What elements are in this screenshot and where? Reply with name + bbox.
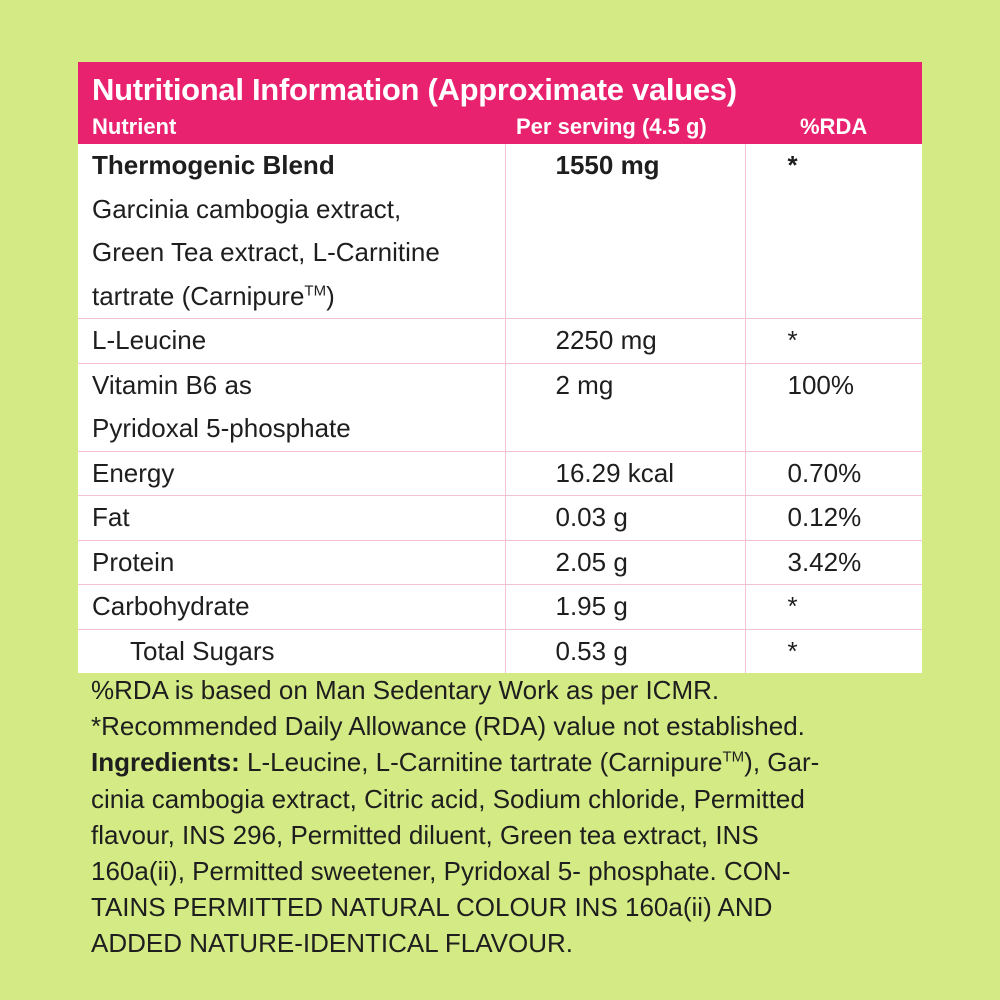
ingredients-label: Ingredients: <box>91 747 240 778</box>
nutrient-name: L-Leucine <box>78 319 505 364</box>
nutrient-name: Thermogenic Blend <box>92 150 335 180</box>
serving-value: 16.29 kcal <box>505 451 745 496</box>
nutrient-name: Vitamin B6 as <box>92 369 252 400</box>
table-row <box>78 363 922 451</box>
rda-value: 3.42% <box>745 540 922 585</box>
serving-value: 1.95 g <box>505 585 745 630</box>
table-row <box>78 629 922 673</box>
serving-value: 2.05 g <box>505 540 745 585</box>
trademark-mark: TM <box>722 748 745 766</box>
rda-basis-note: %RDA is based on Man Sedentary Work as per ICMR. <box>91 675 720 705</box>
nutrition-panel <box>78 62 922 673</box>
table-row <box>78 319 922 364</box>
serving-value: 2 mg <box>505 363 745 451</box>
column-header-rda: %RDA <box>800 114 868 139</box>
nutrient-cell <box>78 144 505 319</box>
nutrient-name: Protein <box>78 540 505 585</box>
nutrient-name: Total Sugars <box>130 635 275 666</box>
ingredients-text: flavour, INS 296, Permitted diluent, Green tea extract, INS <box>91 819 759 850</box>
rda-value: * <box>745 585 922 630</box>
table-row <box>78 585 922 630</box>
column-header-per-serving: Per serving (4.5 g) <box>516 114 707 139</box>
table-row <box>78 451 922 496</box>
rda-value: 100% <box>745 363 922 451</box>
rda-value: 0.70% <box>745 451 922 496</box>
ingredients-text: ), Gar- <box>744 747 820 778</box>
serving-value: 2250 mg <box>505 319 745 364</box>
ingredients-text: ADDED NATURE-IDENTICAL FLAVOUR. <box>91 928 574 959</box>
nutrient-detail: Green Tea extract, L-Carnitine <box>92 237 440 267</box>
nutrient-detail-line <box>92 275 505 319</box>
nutrition-title: Nutritional Information (Approximate values) <box>92 72 737 107</box>
table-row <box>78 540 922 585</box>
nutrient-cell <box>78 629 505 673</box>
ingredients-text: cinia cambogia extract, Citric acid, Sodium chloride, Permitted <box>91 783 805 814</box>
rda-footnote: *Recommended Daily Allowance (RDA) value not established. <box>91 711 805 742</box>
nutrient-name: Carbohydrate <box>78 585 505 630</box>
ingredients-text: L-Leucine, L-Carnitine tartrate (Carnipure <box>239 747 723 778</box>
table-row <box>78 496 922 541</box>
nutrient-name: Fat <box>78 496 505 541</box>
rda-value: * <box>745 144 922 319</box>
table-row <box>78 144 922 319</box>
nutrient-detail: Garcinia cambogia extract, <box>92 193 402 224</box>
column-header-nutrient: Nutrient <box>92 114 177 139</box>
nutrient-cell <box>78 363 505 451</box>
nutrient-detail-suffix: ) <box>326 280 335 311</box>
nutrition-table <box>78 144 922 673</box>
nutrient-detail: tartrate (Carnipure <box>92 280 305 311</box>
trademark-mark: TM <box>304 281 327 299</box>
label-notes <box>91 672 921 962</box>
ingredients-line <box>91 744 921 780</box>
nutrition-header <box>78 62 922 144</box>
rda-value: 0.12% <box>745 496 922 541</box>
serving-value: 0.03 g <box>505 496 745 541</box>
rda-value: * <box>745 319 922 364</box>
ingredients-text: TAINS PERMITTED NATURAL COLOUR INS 160a(ii) AND <box>91 892 773 923</box>
rda-value: * <box>787 635 798 666</box>
nutrient-name: Energy <box>78 451 505 496</box>
serving-value: 1550 mg <box>505 144 745 319</box>
ingredients-text: 160a(ii), Permitted sweetener, Pyridoxal 5- phosphate. CON- <box>91 856 791 887</box>
serving-value: 0.53 g <box>505 629 745 673</box>
nutrient-name: Pyridoxal 5-phosphate <box>92 413 351 443</box>
